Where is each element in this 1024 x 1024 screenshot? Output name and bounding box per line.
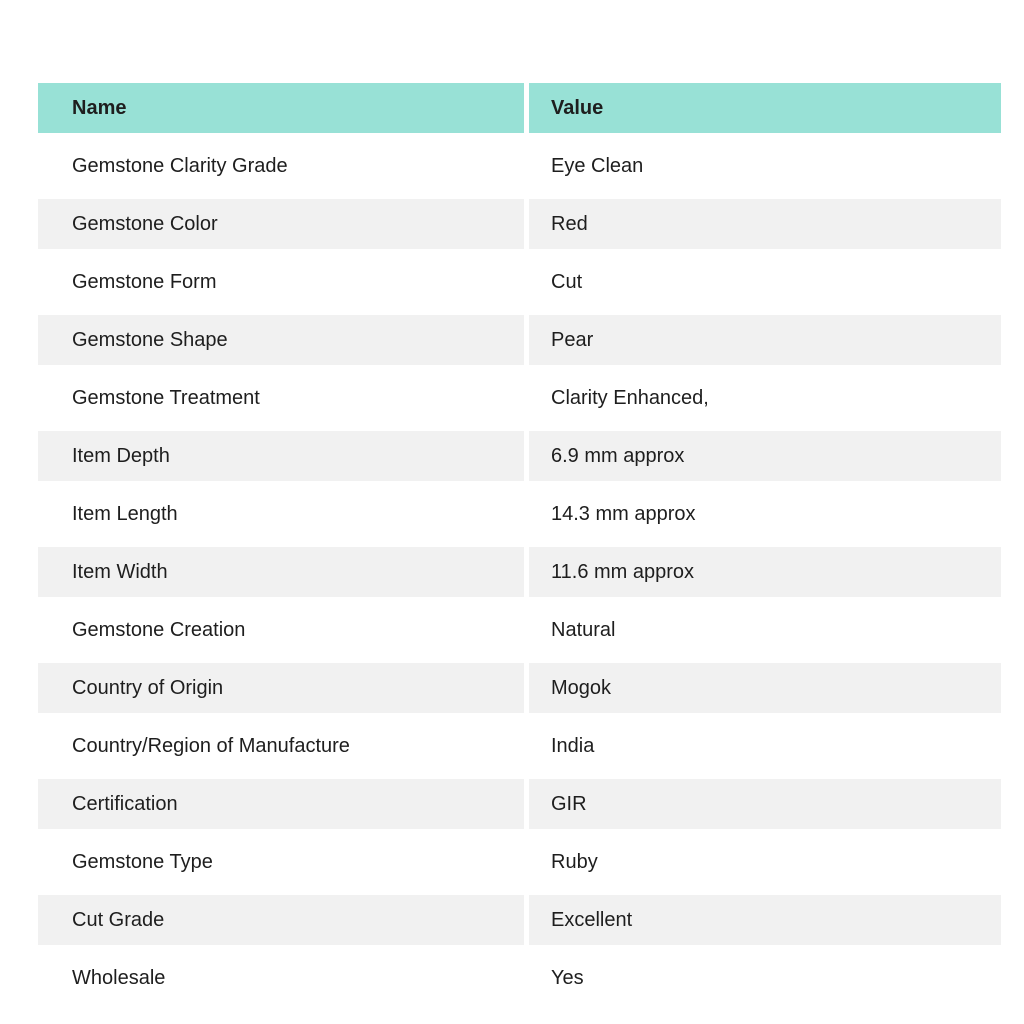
value-cell-label: Red — [551, 212, 588, 235]
value-cell-label: Natural — [551, 618, 616, 641]
value-cell — [529, 547, 1001, 597]
name-cell — [38, 895, 524, 945]
name-cell-label: Cut Grade — [72, 908, 165, 931]
name-cell — [38, 315, 524, 365]
value-cell-label: GIR — [551, 792, 587, 815]
value-cell-label: Eye Clean — [551, 154, 644, 177]
name-cell-label: Gemstone Treatment — [72, 386, 260, 409]
value-cell-label: Clarity Enhanced, — [551, 386, 709, 409]
table-row — [38, 199, 1001, 249]
name-cell — [38, 141, 524, 191]
value-cell — [529, 779, 1001, 829]
name-cell-label: Wholesale — [72, 966, 166, 989]
name-cell — [38, 431, 524, 481]
value-cell — [529, 431, 1001, 481]
name-cell — [38, 199, 524, 249]
name-cell — [38, 721, 524, 771]
name-cell-label: Item Width — [72, 560, 168, 583]
name-cell-label: Gemstone Color — [72, 212, 218, 235]
name-cell — [38, 663, 524, 713]
table-row — [38, 779, 1001, 829]
value-cell — [529, 895, 1001, 945]
column-header-name — [38, 83, 524, 133]
value-cell — [529, 373, 1001, 423]
value-cell — [529, 257, 1001, 307]
column-header-value — [529, 83, 1001, 133]
table-header-row — [38, 83, 1001, 133]
value-cell — [529, 489, 1001, 539]
table-row — [38, 605, 1001, 655]
name-cell — [38, 605, 524, 655]
value-cell — [529, 141, 1001, 191]
table-row — [38, 373, 1001, 423]
name-cell-label: Item Depth — [72, 444, 170, 467]
name-cell-label: Country of Origin — [72, 676, 224, 699]
table-row — [38, 837, 1001, 887]
value-cell — [529, 199, 1001, 249]
name-cell — [38, 953, 524, 1003]
column-header-name-label: Name — [72, 96, 127, 119]
name-cell — [38, 779, 524, 829]
value-cell-label: 11.6 mm approx — [551, 560, 695, 583]
table-row — [38, 547, 1001, 597]
name-cell-label: Country/Region of Manufacture — [72, 734, 350, 757]
name-cell-label: Gemstone Clarity Grade — [72, 154, 288, 177]
value-cell-label: Ruby — [551, 850, 598, 873]
value-cell-label: India — [551, 734, 595, 757]
value-cell-label: Cut — [551, 270, 583, 293]
name-cell — [38, 489, 524, 539]
name-cell — [38, 257, 524, 307]
table-row — [38, 141, 1001, 191]
value-cell — [529, 953, 1001, 1003]
table-row — [38, 315, 1001, 365]
name-cell — [38, 837, 524, 887]
value-cell-label: Pear — [551, 328, 594, 351]
table-row — [38, 257, 1001, 307]
column-header-value-label: Value — [551, 96, 604, 119]
table-row — [38, 663, 1001, 713]
name-cell-label: Gemstone Shape — [72, 328, 228, 351]
value-cell — [529, 837, 1001, 887]
value-cell-label: Excellent — [551, 908, 633, 931]
value-cell-label: Mogok — [551, 676, 612, 699]
name-cell-label: Item Length — [72, 502, 178, 525]
name-cell-label: Certification — [72, 792, 178, 815]
name-cell — [38, 373, 524, 423]
value-cell-label: 14.3 mm approx — [551, 502, 696, 525]
name-cell-label: Gemstone Type — [72, 850, 213, 873]
table-row — [38, 489, 1001, 539]
value-cell — [529, 721, 1001, 771]
table-row — [38, 895, 1001, 945]
table-row — [38, 953, 1001, 1003]
value-cell — [529, 315, 1001, 365]
name-cell — [38, 547, 524, 597]
spec-table — [38, 83, 1001, 1011]
name-cell-label: Gemstone Creation — [72, 618, 246, 641]
name-cell-label: Gemstone Form — [72, 270, 217, 293]
value-cell-label: 6.9 mm approx — [551, 444, 685, 467]
table-row — [38, 431, 1001, 481]
table-row — [38, 721, 1001, 771]
value-cell-label: Yes — [551, 966, 584, 989]
table-body — [38, 141, 1001, 1003]
value-cell — [529, 663, 1001, 713]
value-cell — [529, 605, 1001, 655]
